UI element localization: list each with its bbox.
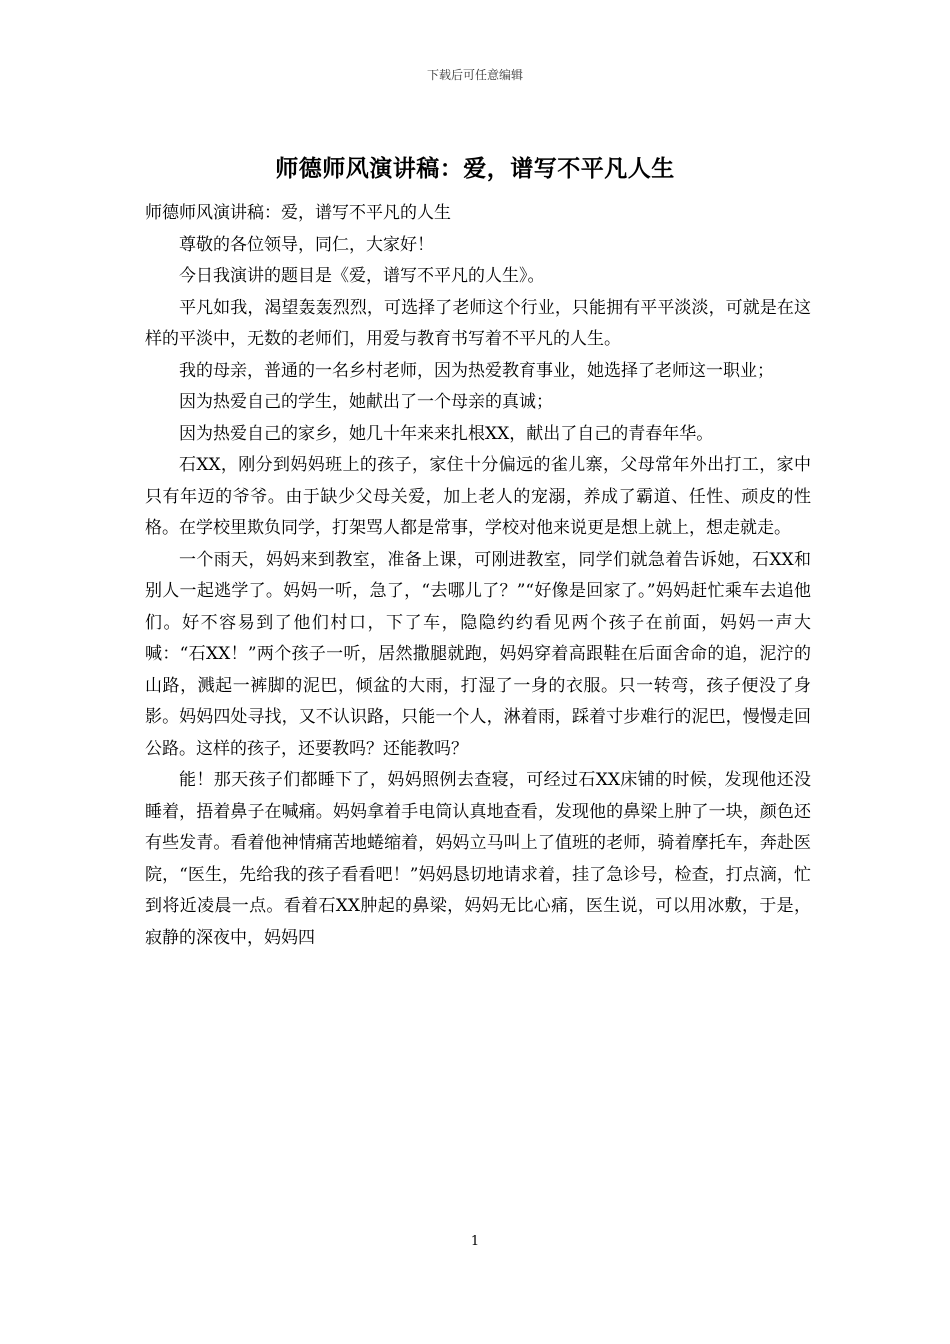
body-paragraph: 我的母亲，普通的一名乡村老师，因为热爱教育事业，她选择了老师这一职业；	[179, 360, 774, 381]
greeting-paragraph: 尊敬的各位领导，同仁，大家好！	[179, 234, 434, 255]
body-paragraph: 能！那天孩子们都睡下了，妈妈照例去查寝，可经过石XX床铺的时候，发现他还没睡着，捂着鼻子在喊痛。妈妈拿着手电筒认真地查看，发现他的鼻梁上肿了一块，颜色还有些发青。看着他神情痛苦地蜷缩着，妈妈立马叫上了值班的老师，骑着摩托车，奔赴医院，“医生，先给我的孩子看看吧！”妈妈恳切地请求着，挂了急诊号，检查，打点滴，忙到将近凌晨一点。看着石XX肿起的鼻梁，妈妈无比心痛，医生说，可以用冰敷，于是，寂静的深夜中，妈妈四	[145, 770, 811, 948]
header-note: 下载后可任意编辑	[426, 68, 523, 82]
document-title: 师德师风演讲稿：爱，谱写不平凡人生	[275, 155, 675, 182]
document-body	[145, 198, 811, 954]
body-paragraph: 一个雨天，妈妈来到教室，准备上课，可刚进教室，同学们就急着告诉她，石XX和别人一起逃学了。妈妈一听，急了，“去哪儿了？”“好像是回家了。”妈妈赶忙乘车去追他们。好不容易到了他们村口，下了车，隐隐约约看见两个孩子在前面，妈妈一声大喊：“石XX！”两个孩子一听，居然撒腿就跑，妈妈穿着高跟鞋在后面舍命的追，泥泞的山路，溅起一裤脚的泥巴，倾盆的大雨，打湿了一身的衣服。只一转弯，孩子便没了身影。妈妈四处寻找，又不认识路，只能一个人，淋着雨，踩着寸步难行的泥巴，慢慢走回公路。这样的孩子，还要教吗？还能教吗？	[145, 549, 811, 759]
page-number: 1	[470, 1234, 480, 1249]
body-paragraph: 石XX，刚分到妈妈班上的孩子，家住十分偏远的雀儿寨，父母常年外出打工，家中只有年迈的爷爷。由于缺少父母关爱，加上老人的宠溺，养成了霸道、任性、顽皮的性格。在学校里欺负同学，打架骂人都是常事，学校对他来说更是想上就上，想走就走。	[145, 455, 811, 538]
body-paragraph: 因为热爱自己的家乡，她几十年来来扎根XX，献出了自己的青春年华。	[179, 423, 714, 444]
body-paragraph: 平凡如我，渴望轰轰烈烈，可选择了老师这个行业，只能拥有平平淡淡，可就是在这样的平淡中，无数的老师们，用爱与教育书写着不平凡的人生。	[145, 297, 811, 349]
topic-paragraph: 今日我演讲的题目是《爱，谱写不平凡的人生》。	[179, 266, 545, 286]
subtitle-paragraph: 师德师风演讲稿：爱，谱写不平凡的人生	[145, 203, 451, 223]
body-paragraph: 因为热爱自己的学生，她献出了一个母亲的真诚；	[179, 392, 553, 412]
